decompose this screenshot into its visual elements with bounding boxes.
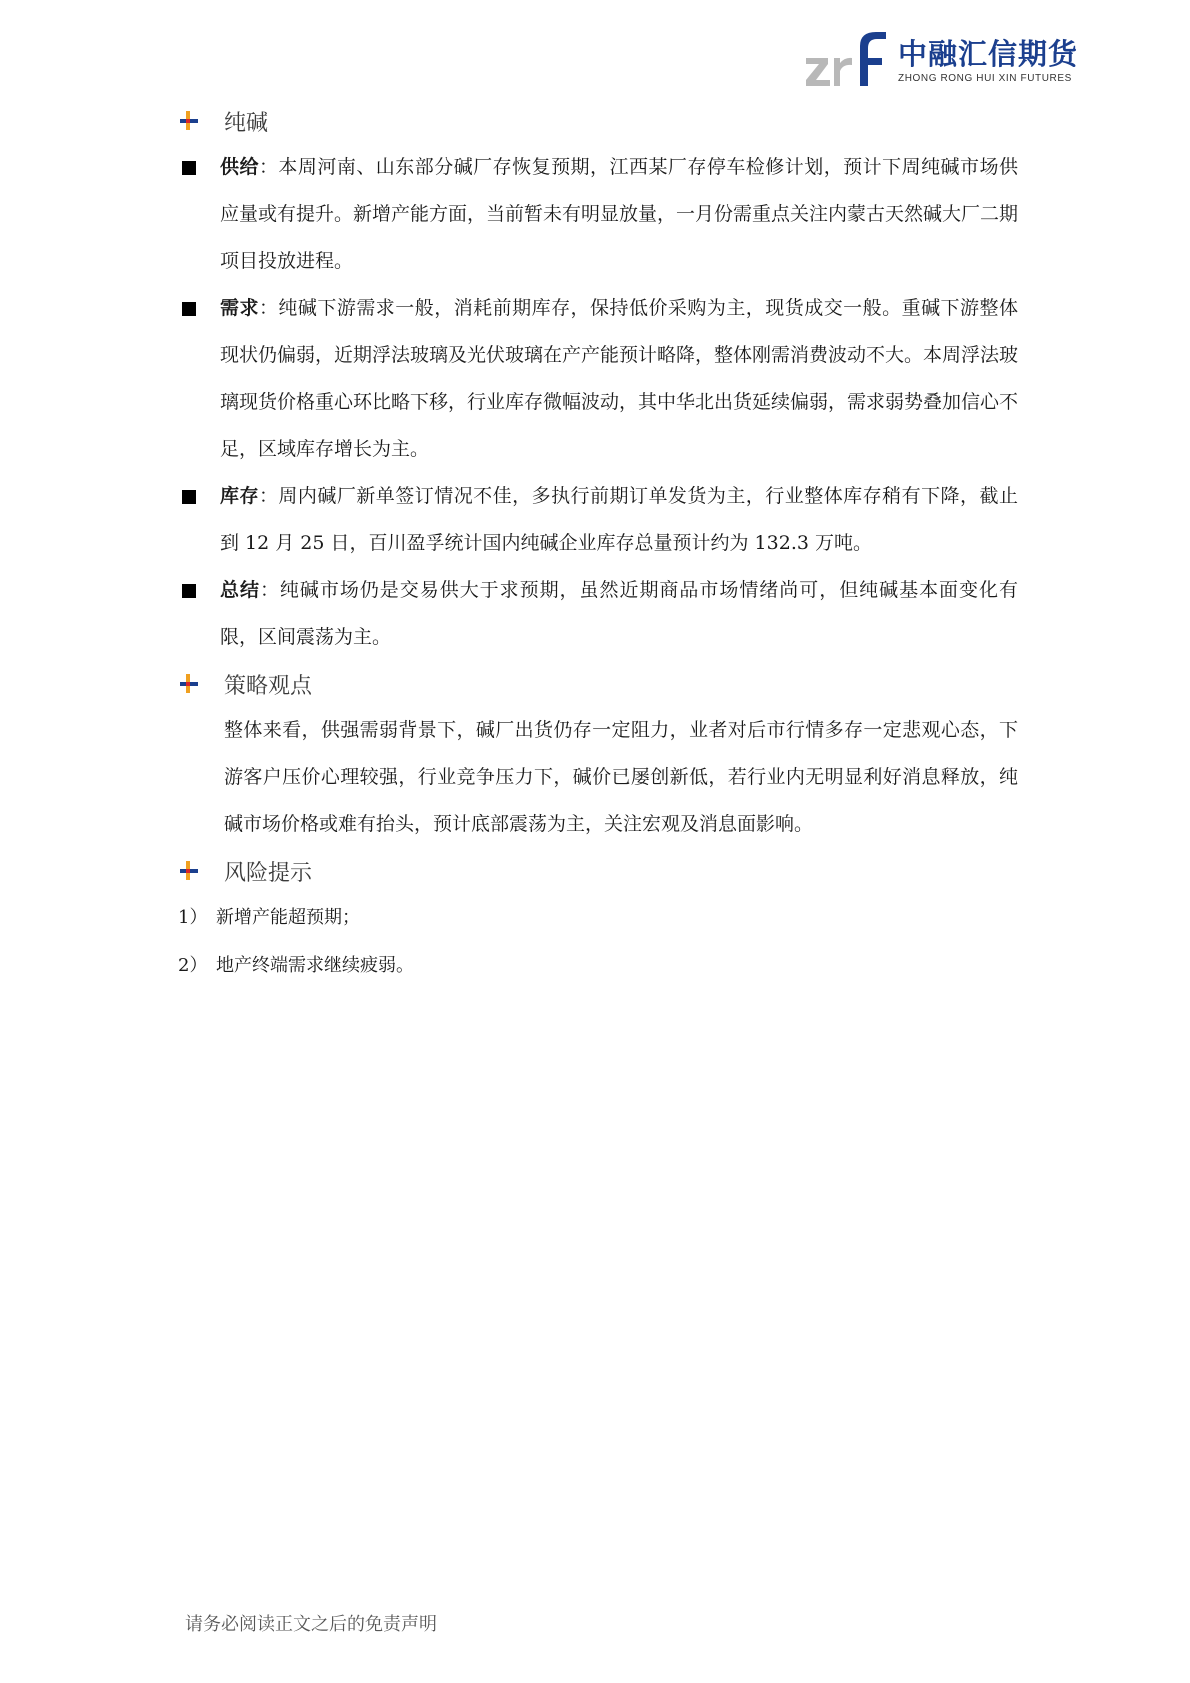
section-title: 策略观点 (224, 673, 313, 699)
bullet-term: 供给 (220, 156, 259, 178)
bullet-text: ：本周河南、山东部分碱厂存恢复预期，江西某厂存停车检修计划，预计下周纯碱市场供应量或有提升。新增产能方面，当前暂未有明显放量，一月份需重点关注内蒙古天然碱大厂二期项目投放进程。 (220, 156, 1019, 272)
footer-disclaimer: 请务必阅读正文之后的免责声明 (185, 1614, 437, 1635)
bullet-text: ：纯碱市场仍是交易供大于求预期，虽然近期商品市场情绪尚可，但纯碱基本面变化有限，区间震荡为主。 (220, 579, 1018, 648)
section-heading-soda (178, 98, 1018, 144)
square-bullet-icon (182, 302, 196, 316)
company-logo (804, 30, 1078, 88)
report-content (178, 98, 1018, 990)
logo-name-en: ZHONG RONG HUI XIN FUTURES (897, 73, 1072, 84)
bullet-text: ：周内碱厂新单签订情况不佳，多执行前期订单发货为主，行业整体库存稍有下降，截止到 12 月 25 日，百川盈孚统计国内纯碱企业库存总量预计约为 132.3 万吨。 (220, 485, 1018, 554)
section-heading-risk (178, 848, 1018, 894)
risk-item (178, 942, 1018, 990)
logo-name-cn: 中融汇信期货 (897, 37, 1078, 71)
zrf-logo-mark (804, 30, 890, 88)
risk-item (178, 894, 1018, 942)
bullet-term: 总结 (220, 579, 260, 601)
risk-text: 新增产能超预期； (216, 907, 360, 928)
bullet-item-inventory (178, 473, 1018, 567)
bullet-item-demand (178, 285, 1018, 473)
square-bullet-icon (182, 490, 196, 504)
logo-text (898, 38, 1078, 88)
section-marker-icon (178, 860, 200, 882)
risk-number: 2） (178, 955, 208, 976)
bullet-item-summary (178, 567, 1018, 661)
section-marker-icon (178, 673, 200, 695)
square-bullet-icon (182, 584, 196, 598)
strategy-paragraph: 整体来看，供强需弱背景下，碱厂出货仍存一定阻力，业者对后市行情多存一定悲观心态，下游客户压价心理较强，行业竞争压力下，碱价已屡创新低，若行业内无明显利好消息释放，纯碱市场价格或难有抬头，预计底部震荡为主，关注宏观及消息面影响。 (224, 719, 1018, 835)
section-title: 纯碱 (224, 110, 269, 136)
risk-text: 地产终端需求继续疲弱。 (216, 955, 414, 976)
bullet-term: 库存 (220, 485, 259, 507)
square-bullet-icon (182, 161, 196, 175)
bullet-item-supply (178, 144, 1018, 285)
section-title: 风险提示 (224, 860, 313, 886)
section-heading-strategy (178, 661, 1018, 707)
bullet-text: ：纯碱下游需求一般，消耗前期库存，保持低价采购为主，现货成交一般。重碱下游整体现状仍偏弱，近期浮法玻璃及光伏玻璃在产产能预计略降，整体刚需消费波动不大。本周浮法玻璃现货价格重心环比略下移，行业库存微幅波动，其中华北出货延续偏弱，需求弱势叠加信心不足，区域库存增长为主。 (220, 297, 1019, 460)
bullet-term: 需求 (220, 297, 259, 319)
section-marker-icon (178, 110, 200, 132)
risk-number: 1） (178, 907, 208, 928)
